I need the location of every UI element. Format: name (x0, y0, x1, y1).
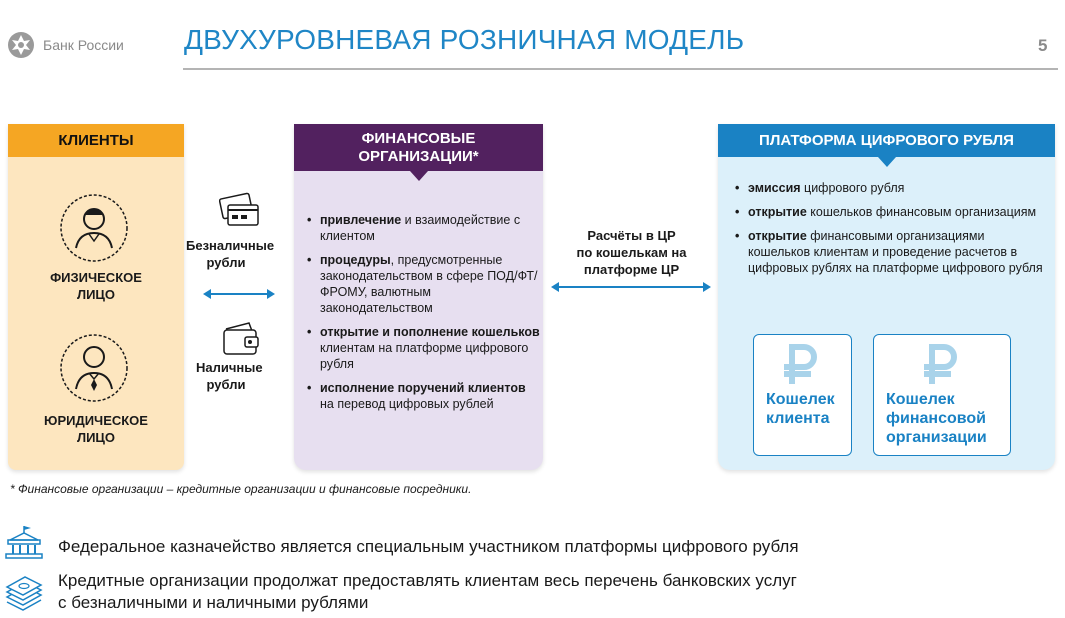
ruble-icon (922, 341, 962, 385)
cashless-label: Безналичные рубли (186, 238, 275, 270)
money-stack-icon (3, 575, 45, 611)
cards-icon (219, 192, 261, 230)
clients-finorg-arrow (202, 286, 276, 302)
page-title: ДВУХУРОВНЕВАЯ РОЗНИЧНАЯ МОДЕЛЬ (184, 24, 745, 55)
finorg-platform-arrow (550, 279, 712, 295)
financial-orgs-header: ФИНАНСОВЫЕ ОРГАНИЗАЦИИ* (294, 124, 543, 171)
legal-entity-label: ЮРИДИЧЕСКОЕ ЛИЦО (44, 413, 148, 445)
page-number: 5 (1038, 36, 1048, 55)
bank-logo (6, 28, 136, 62)
list-item: • исполнение поручений клиентов на перевод цифровых рублей (304, 380, 540, 412)
list-item: • открытие финансовыми организациями кошельков клиентам и проведение расчетов в цифровых рублях на платформе цифрового рубля (732, 228, 1050, 276)
list-item: • открытие и пополнение кошельков клиентам на платформе цифрового рубля (304, 324, 540, 372)
finorg-wallet-box (873, 334, 1011, 456)
legal-entity-person-icon (59, 333, 129, 403)
header-divider (183, 68, 1058, 70)
platform-list (732, 180, 1050, 284)
logo-text: Банк России (43, 37, 124, 53)
bank-emblem-icon (6, 30, 36, 60)
list-item: • процедуры, предусмотренные законодательством в сфере ПОД/ФТ/ФРОМУ, валютным законодательством (304, 252, 540, 316)
list-item: • привлечение и взаимодействие с клиентом (304, 212, 540, 244)
client-wallet-label: Кошелек клиента (766, 391, 835, 427)
credit-orgs-note: Кредитные организации продолжат предоставлять клиентам весь перечень банковских услуг с безналичными и наличными рублями (58, 571, 797, 612)
ruble-icon (782, 341, 822, 385)
individual-person-icon (59, 193, 129, 263)
cash-label: Наличные рубли (196, 360, 263, 392)
footnote: * Финансовые организации – кредитные организации и финансовые посредники. (10, 482, 472, 496)
settlement-label: Расчёты в ЦР по кошелькам на платформе ЦР (576, 228, 687, 277)
list-item: • открытие кошельков финансовым организациям (732, 204, 1050, 220)
individual-label: ФИЗИЧЕСКОЕ ЛИЦО (50, 270, 142, 302)
list-item: • эмиссия цифрового рубля (732, 180, 1050, 196)
finorg-wallet-label: Кошелек финансовой организации (886, 391, 987, 446)
financial-orgs-list (304, 212, 540, 420)
client-wallet-box (753, 334, 852, 456)
platform-header-pointer (878, 157, 896, 167)
treasury-note: Федеральное казначейство является специальным участником платформы цифрового рубля (58, 537, 799, 556)
wallet-icon (221, 321, 261, 357)
platform-header: ПЛАТФОРМА ЦИФРОВОГО РУБЛЯ (718, 124, 1055, 157)
financial-orgs-header-pointer (410, 171, 428, 181)
treasury-building-icon (4, 524, 44, 560)
clients-header: КЛИЕНТЫ (8, 124, 184, 157)
